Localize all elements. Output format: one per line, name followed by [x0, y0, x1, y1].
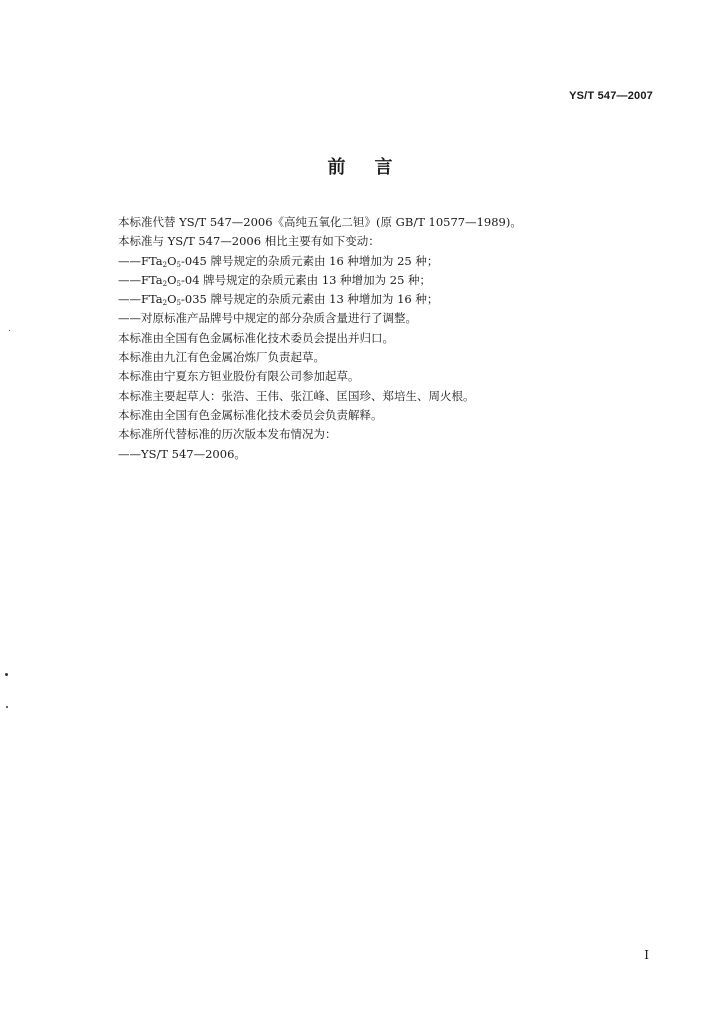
page-number: I	[644, 948, 649, 962]
foreword-body	[118, 213, 598, 464]
paragraph-line: 本标准与 YS/T 547—2006 相比主要有如下变动：	[118, 234, 380, 249]
paragraph-line: 本标准由九江有色金属冶炼厂负责起草。	[118, 350, 325, 365]
subscript: 2	[162, 260, 168, 269]
subscript: 5	[176, 260, 181, 269]
paragraph-line: 本标准由全国有色金属标准化技术委员会负责解释。	[118, 407, 383, 422]
list-item-suffix: -04 牌号规定的杂质元素由 13 种增加为 25 种；	[181, 272, 432, 287]
list-item-prefix: ——FTa	[118, 292, 163, 307]
list-item-prefix: ——FTa	[118, 272, 163, 287]
paragraph-line: 本标准代替 YS/T 547—2006《高纯五氧化二钽》(原 GB/T 10577—1989)。	[118, 215, 522, 229]
list-item	[118, 271, 598, 290]
subscript: 5	[176, 279, 181, 288]
paragraph-line: 本标准所代替标准的历次版本发布情况为：	[118, 427, 337, 442]
list-item: ——对原标准产品牌号中规定的部分杂质含量进行了调整。	[118, 311, 417, 326]
standard-code: YS/T 547—2007	[569, 90, 653, 102]
scan-speck	[9, 330, 10, 331]
list-item-suffix: -045 牌号规定的杂质元素由 16 种增加为 25 种；	[181, 253, 439, 268]
list-item-mid: O	[167, 292, 177, 307]
paragraph-line: 本标准由全国有色金属标准化技术委员会提出并归口。	[118, 330, 394, 345]
list-item-mid: O	[167, 253, 177, 268]
list-item-suffix: -035 牌号规定的杂质元素由 13 种增加为 16 种；	[181, 292, 439, 307]
subscript: 2	[162, 279, 168, 288]
list-item	[118, 290, 598, 309]
list-item-mid: O	[167, 272, 177, 287]
scan-speck	[6, 706, 8, 708]
scan-speck	[5, 673, 8, 676]
title-char-2: 言	[374, 157, 394, 178]
list-item	[118, 252, 598, 271]
subscript: 2	[162, 299, 168, 308]
subscript: 5	[176, 299, 181, 308]
paragraph-line: 本标准主要起草人：张浩、王伟、张江峰、匡国珍、郑培生、周火根。	[118, 388, 475, 403]
list-item: ——YS/T 547—2006。	[118, 446, 246, 461]
list-item-prefix: ——FTa	[118, 253, 163, 268]
page-title	[0, 153, 721, 179]
title-char-1: 前	[327, 157, 347, 178]
paragraph-line: 本标准由宁夏东方钽业股份有限公司参加起草。	[118, 369, 360, 384]
